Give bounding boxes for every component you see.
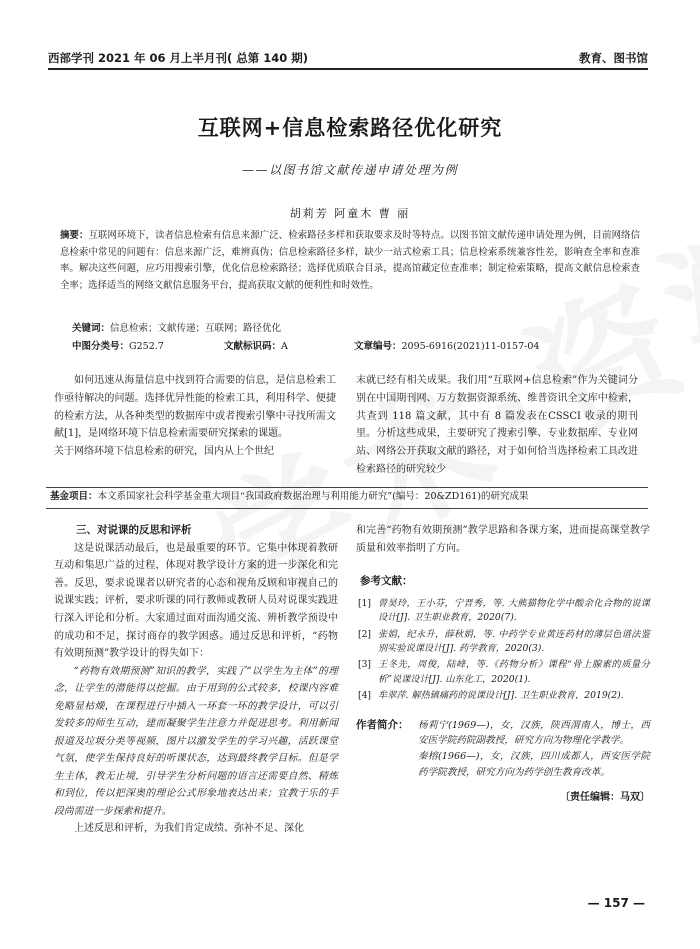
quoted-evaluation: “药物有效期预测”知识的教学，实践了“以学生为主体”的理念，让学生的潜能得以挖掘。由于用到的公式较多，校课内容难免略显枯燥，在课程进行中插入一环套一环的教学设计，可以引发较多的师生互动，建而凝聚学生注意力并促进思考。利用新闻报道及垃圾分类等视频，图片以激发学生的学习兴趣，活跃课堂气氛，使学生保持良好的听课状态，达到最终教学目标。但是学生主体，教无止境，引导学生分析问题的语言还需要自然、精炼和到位，传以把深奥的理论公式形象地表达出来；宜教于乐的手段尚需进一步探索和提升。 <box>54 665 338 817</box>
intro-right-column: 末就已经有相关成果。我们用“互联网+信息检索”作为关键词分别在中国期刊网、万方数据资源系统、维普资讯全文库中检索，共查到 118 篇文献，其中有 8 篇发表在CSSCI 收录的期刊里。分析这些成果，主要研究了搜索引擎、专业数据库、专业网站、网络公开获取文献的路径，对于如何恰当选择检索工具改进检索路径的研究较少 <box>356 375 638 475</box>
reference-text: 王冬先，周俊，陆峰，等.《药物分析》课程“骨上腺素的质量分析”说课设计[J]. 山东化工，2020(1). <box>378 659 650 685</box>
keywords-label: 关键词： <box>72 323 111 334</box>
reference-number: [2] <box>358 628 372 640</box>
responsible-editor: 〔责任编辑：马双〕 <box>560 791 650 803</box>
reference-item <box>356 628 650 657</box>
reference-number: [1] <box>358 597 372 609</box>
document-code <box>224 338 354 354</box>
classification-line <box>72 338 640 354</box>
reference-item <box>356 597 650 626</box>
intro-left-column: 如何迅速从海量信息中找到符合需要的信息，是信息检索工作亟待解决的问题。选择优异性能的检索工具，利用科学、便捷的检索方法，从各种类型的数据库中或者搜索引擎中寻找所需文献[1]，是网络环境下信息检索需要研究探索的课题。 关于网络环境下信息检索的研究，国内从上个世纪 <box>54 375 336 458</box>
bio-entry: 杨莉宁(1969—)，女，汉族，陕西渭南人，博士，西安医学院药院副教授，研究方向为物理化学教学。 <box>418 719 650 747</box>
fund-note <box>50 490 648 504</box>
article-subtitle: ——以图书馆文献传递申请处理为例 <box>241 163 458 177</box>
article-id <box>354 338 539 354</box>
fund-text: 本文系国家社会科学基金重大项目“我国政府数据治理与利用能力研究”(编号：20&ZD161)的研究成果 <box>97 491 529 502</box>
doc-value: A <box>281 341 288 352</box>
fund-bottom-rule <box>46 508 648 509</box>
bio-label: 作者简介： <box>356 718 409 731</box>
reference-text: 张娟，纪永升，薛秋娟，等. 中药学专业黄连药材的薄层色谱法鉴别实验说课设计[J]. 药学教育，2020(3). <box>378 628 650 654</box>
bio-body <box>418 718 650 781</box>
reference-text: 曾昊玲，王小芬，宁晋秀，等. 大熊猫物化学中酸余化合物的说课设计[J]. 卫生职业教育，2020(7). <box>378 597 650 624</box>
id-value: 2095-6916(2021)11-0157-04 <box>401 341 540 352</box>
abstract-text: 互联网环境下，读者信息检索有信息来源广泛、检索路径多样和获取要求及时等特点。以图书馆文献传递申请处理为例，目前网络信息检索中常见的问题有：信息来源广泛，难辨真伪；信息检索路径多样，缺少一站式检索工具；信息检索系统兼容性差，影响查全率和查准率。解决这些问题，应巧用搜索引擎，优化信息检索路径；选择优质联合目录，提高馆藏定位查准率；制定检索策略，提高文献信息检索查全率；选择适当的网络文献信息服务平台，提高获取文献的便利性和时效性。 <box>60 230 640 291</box>
section-name: 教育、图书馆 <box>579 51 648 65</box>
reference-number: [4] <box>358 690 372 702</box>
continuation-paragraph: 和完善“药物有效期预测”教学思路和各课方案，进而提高课堂教学质量和效率指明了方向。 <box>356 525 650 554</box>
page-number: — 157 — <box>587 896 645 910</box>
id-label: 文章编号： <box>354 341 402 352</box>
keywords <box>72 321 640 337</box>
article-authors: 胡莉芳 阿童木 曹 丽 <box>289 207 411 220</box>
bio-entry: 秦榕(1966—)，女，汉族，四川成都人，西安医学院药学院教授，研究方向为药学创生教育改革。 <box>418 751 650 779</box>
article-title: 互联网+信息检索路径优化研究 <box>197 116 503 140</box>
left-column <box>54 522 338 838</box>
reference-number: [3] <box>358 659 372 671</box>
clc-label: 中图分类号： <box>72 341 130 352</box>
reference-list <box>356 597 650 704</box>
fund-label: 基金项目： <box>50 491 98 502</box>
reference-item <box>356 658 650 687</box>
section-heading: 三、对说课的反思和评析 <box>76 524 192 536</box>
reference-text: 牟翠萍. 解热镇痛药的说课设计[J]. 卫生职业教育，2019(2). <box>378 690 624 702</box>
journal-issue: 西部学刊 2021 年 06 月上半月刊( 总第 140 期) <box>48 51 309 65</box>
clc-number <box>72 338 224 354</box>
abstract-label: 摘要： <box>60 230 89 241</box>
clc-value: G252.7 <box>129 341 164 352</box>
author-bio <box>356 718 650 781</box>
closing-paragraph: 上述反思和评析，为我们肯定成绩、弥补不足、深化 <box>74 823 304 835</box>
running-header <box>48 46 648 66</box>
reflection-paragraph: 这是说课活动最后，也是最重要的环节。它集中体现着教研互动和集思广益的过程，体现对教学设计方案的进一步深化和完善。反思，要求说课者以研究者的心态和视角反顾和审视自己的说课实践；评析，要求听课的同行教师或教研人员对说课实践进行深入评论和分析。大家通过面对面沟通交流、辨析教学预设中的成功和不足，探讨商存的教学困惑。通过反思和评析，“药物有效期预测”教学设计的得失如下： <box>54 542 338 660</box>
header-rule <box>48 68 648 70</box>
references-title: 参考文献： <box>360 575 413 588</box>
keywords-text: 信息检索；文献传递；互联网；路径优化 <box>110 323 282 334</box>
reference-item <box>356 689 650 703</box>
right-column <box>356 522 650 806</box>
fund-top-rule <box>46 487 648 488</box>
doc-label: 文献标识码： <box>224 341 282 352</box>
abstract <box>60 228 640 294</box>
